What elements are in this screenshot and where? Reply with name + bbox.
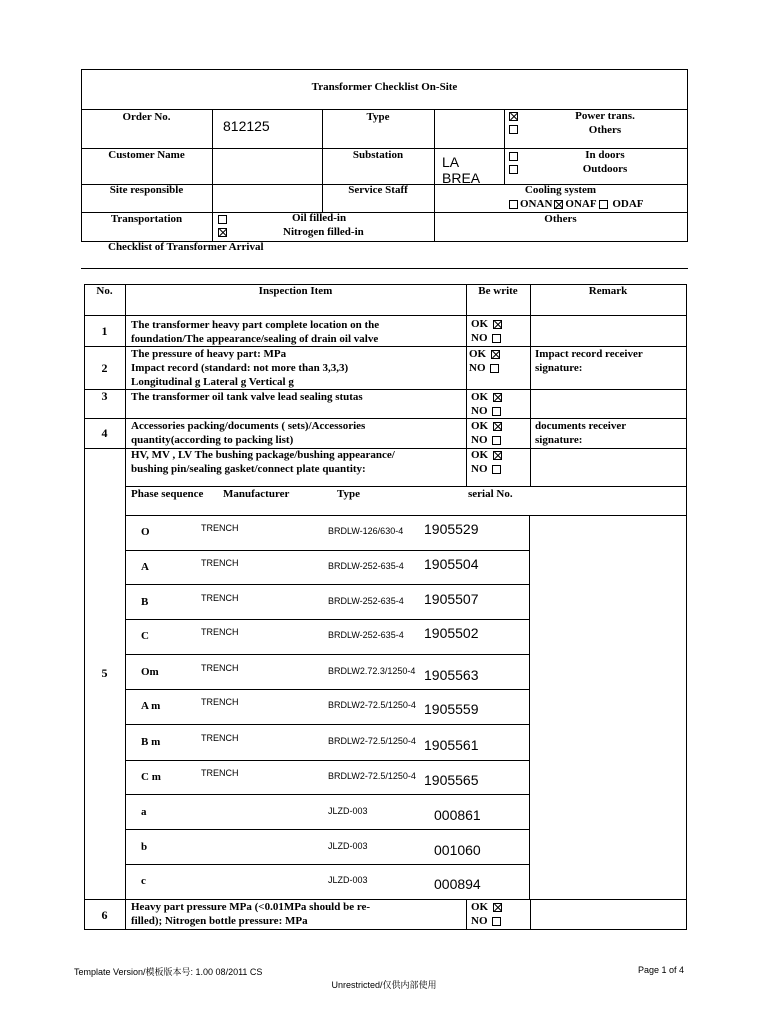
power-trans-label: Power trans. bbox=[575, 110, 635, 122]
bushing-serial[interactable]: 000861 bbox=[434, 807, 481, 823]
row-5-no-checkbox[interactable] bbox=[492, 465, 501, 474]
row-1-item: The transformer heavy part complete location on the foundation/The appearance/sealing of drain oil valve bbox=[131, 319, 380, 345]
row-6-number: 6 bbox=[101, 908, 108, 922]
sub-phase-header: Phase sequence bbox=[131, 488, 204, 500]
bushing-type: JLZD-003 bbox=[328, 841, 368, 851]
footer-page: Page 1 of 4 bbox=[638, 965, 685, 975]
row-1-number: 1 bbox=[101, 324, 108, 338]
bushing-serial[interactable]: 1905507 bbox=[424, 591, 479, 607]
order-value[interactable]: 812125 bbox=[223, 118, 270, 134]
bushing-phase: C m bbox=[141, 771, 161, 783]
bushing-type: JLZD-003 bbox=[328, 806, 368, 816]
others-checkbox[interactable] bbox=[509, 125, 518, 134]
bushing-type: BRDLW2.72.3/1250-4 bbox=[328, 666, 416, 676]
bushing-type: BRDLW-252-635-4 bbox=[328, 561, 404, 571]
row-2-item: The pressure of heavy part: MPa Impact record (standard: not more than 3,3,3) Longitudinal g Lateral g Vertical g bbox=[131, 348, 349, 388]
type-checkboxes bbox=[507, 110, 520, 135]
col-write-header: Be write bbox=[478, 285, 518, 297]
bushing-manufacturer: TRENCH bbox=[201, 523, 239, 533]
bushing-manufacturer: TRENCH bbox=[201, 733, 239, 743]
row-1-ok-checkbox[interactable] bbox=[493, 320, 502, 329]
onan-checkbox[interactable] bbox=[509, 200, 518, 209]
bushing-phase: O bbox=[141, 526, 150, 538]
oil-filled-label: Oil filled-in bbox=[292, 212, 347, 224]
sub-type-header: Type bbox=[337, 488, 361, 500]
outdoors-label: Outdoors bbox=[582, 163, 628, 175]
bushing-phase: c bbox=[141, 875, 146, 887]
row-4-ok-checkbox[interactable] bbox=[493, 422, 502, 431]
outdoors-checkbox[interactable] bbox=[509, 165, 518, 174]
nitrogen-filled-label: Nitrogen filled-in bbox=[283, 226, 364, 238]
bushing-type: BRDLW-126/630-4 bbox=[328, 526, 404, 536]
bushing-manufacturer: TRENCH bbox=[201, 663, 239, 673]
row-5-item: HV, MV , LV The bushing package/bushing appearance/ bushing pin/sealing gasket/connect plate quantity: bbox=[131, 449, 395, 475]
type-label: Type bbox=[366, 111, 390, 123]
bushing-type: BRDLW-252-635-4 bbox=[328, 630, 404, 640]
row-3-check: OK NO bbox=[471, 390, 504, 418]
row-3-ok-checkbox[interactable] bbox=[493, 393, 502, 402]
order-label: Order No. bbox=[122, 111, 171, 123]
odaf-checkbox[interactable] bbox=[599, 200, 608, 209]
transport-label: Transportation bbox=[110, 213, 183, 225]
bushing-manufacturer: TRENCH bbox=[201, 558, 239, 568]
divider bbox=[81, 268, 688, 269]
row-4-check: OK NO bbox=[471, 419, 504, 447]
row-2-remark: Impact record receiver signature: bbox=[535, 348, 643, 374]
col-remark-header: Remark bbox=[588, 285, 628, 297]
row-2-number: 2 bbox=[101, 361, 108, 375]
row-4-item: Accessories packing/documents ( sets)/Accessories quantity(according to packing list) bbox=[131, 420, 366, 446]
bushing-manufacturer: TRENCH bbox=[201, 697, 239, 707]
bushing-serial[interactable]: 000894 bbox=[434, 876, 481, 892]
onaf-checkbox[interactable] bbox=[554, 200, 563, 209]
bushing-serial[interactable]: 001060 bbox=[434, 842, 481, 858]
sub-manufacturer-header: Manufacturer bbox=[223, 488, 290, 500]
bushing-phase: B m bbox=[141, 736, 161, 748]
bushing-phase: b bbox=[141, 841, 148, 853]
bushing-phase: A m bbox=[141, 700, 161, 712]
bushing-type: BRDLW-252-635-4 bbox=[328, 596, 404, 606]
cooling-options: ONAN ONAF ODAF bbox=[507, 198, 643, 210]
row-5-ok-checkbox[interactable] bbox=[493, 451, 502, 460]
row-3-no-checkbox[interactable] bbox=[492, 407, 501, 416]
power-trans-checkbox[interactable] bbox=[509, 112, 518, 121]
indoors-label: In doors bbox=[585, 149, 625, 161]
checklist-title: Transformer Checklist On-Site bbox=[311, 81, 458, 93]
row-5-check: OK NO bbox=[471, 448, 504, 476]
oil-filled-checkbox[interactable] bbox=[218, 215, 227, 224]
bushing-type: JLZD-003 bbox=[328, 875, 368, 885]
indoors-checkbox[interactable] bbox=[509, 152, 518, 161]
bushing-serial[interactable]: 1905504 bbox=[424, 556, 479, 572]
row-1-no-checkbox[interactable] bbox=[492, 334, 501, 343]
substation-value[interactable]: LA BREA bbox=[442, 154, 481, 186]
row-4-no-checkbox[interactable] bbox=[492, 436, 501, 445]
others2-label: Others bbox=[544, 213, 577, 225]
bushing-manufacturer: TRENCH bbox=[201, 768, 239, 778]
bushing-serial[interactable]: 1905502 bbox=[424, 625, 479, 641]
row-6-no-checkbox[interactable] bbox=[492, 917, 501, 926]
location-checkboxes bbox=[507, 150, 520, 175]
bushing-serial[interactable]: 1905563 bbox=[424, 667, 479, 683]
bushing-manufacturer: TRENCH bbox=[201, 627, 239, 637]
bushing-manufacturer: TRENCH bbox=[201, 593, 239, 603]
row-1-check: OK NO bbox=[471, 317, 504, 345]
sub-serial-header: serial No. bbox=[468, 488, 513, 500]
footer-template: Template Version/模板版本号: 1.00 08/2011 CS bbox=[74, 967, 263, 977]
section-title: Checklist of Transformer Arrival bbox=[108, 241, 264, 253]
substation-label: Substation bbox=[352, 149, 404, 161]
footer-restricted: Unrestricted/仅供内部使用 bbox=[331, 980, 437, 990]
bushing-phase: A bbox=[141, 561, 149, 573]
bushing-type: BRDLW2-72.5/1250-4 bbox=[328, 771, 416, 781]
bushing-phase: Om bbox=[141, 666, 159, 678]
col-no-header: No. bbox=[96, 285, 113, 297]
row-3-item: The transformer oil tank valve lead sealing stutas bbox=[131, 391, 363, 403]
nitrogen-filled-checkbox[interactable] bbox=[218, 228, 227, 237]
bushing-serial[interactable]: 1905529 bbox=[424, 521, 479, 537]
col-item-header: Inspection Item bbox=[258, 285, 333, 297]
bushing-phase: B bbox=[141, 596, 149, 608]
row-2-check: OK NO bbox=[469, 347, 502, 375]
row-5-number: 5 bbox=[101, 666, 108, 680]
row-2-no-checkbox[interactable] bbox=[490, 364, 499, 373]
bushing-serial[interactable]: 1905565 bbox=[424, 772, 479, 788]
bushing-serial[interactable]: 1905561 bbox=[424, 737, 479, 753]
bushing-type: BRDLW2-72.5/1250-4 bbox=[328, 736, 416, 746]
others-label: Others bbox=[588, 124, 622, 136]
row-6-ok-checkbox[interactable] bbox=[493, 903, 502, 912]
site-label: Site responsible bbox=[109, 184, 184, 196]
row-3-number: 3 bbox=[101, 389, 108, 403]
staff-label: Service Staff bbox=[348, 184, 408, 196]
row-4-remark: documents receiver signature: bbox=[535, 420, 627, 446]
bushing-type: BRDLW2-72.5/1250-4 bbox=[328, 700, 416, 710]
cooling-label: Cooling system bbox=[524, 184, 597, 196]
bushing-phase: C bbox=[141, 630, 149, 642]
row-6-check: OK NO bbox=[471, 900, 504, 928]
row-4-number: 4 bbox=[101, 426, 108, 440]
bushing-serial[interactable]: 1905559 bbox=[424, 701, 479, 717]
customer-label: Customer Name bbox=[108, 149, 185, 161]
row-2-ok-checkbox[interactable] bbox=[491, 350, 500, 359]
transport-checkboxes bbox=[216, 213, 229, 238]
row-6-item: Heavy part pressure MPa (<0.01MPa should be re- filled); Nitrogen bottle pressure: MPa bbox=[131, 901, 371, 927]
bushing-phase: a bbox=[141, 806, 147, 818]
